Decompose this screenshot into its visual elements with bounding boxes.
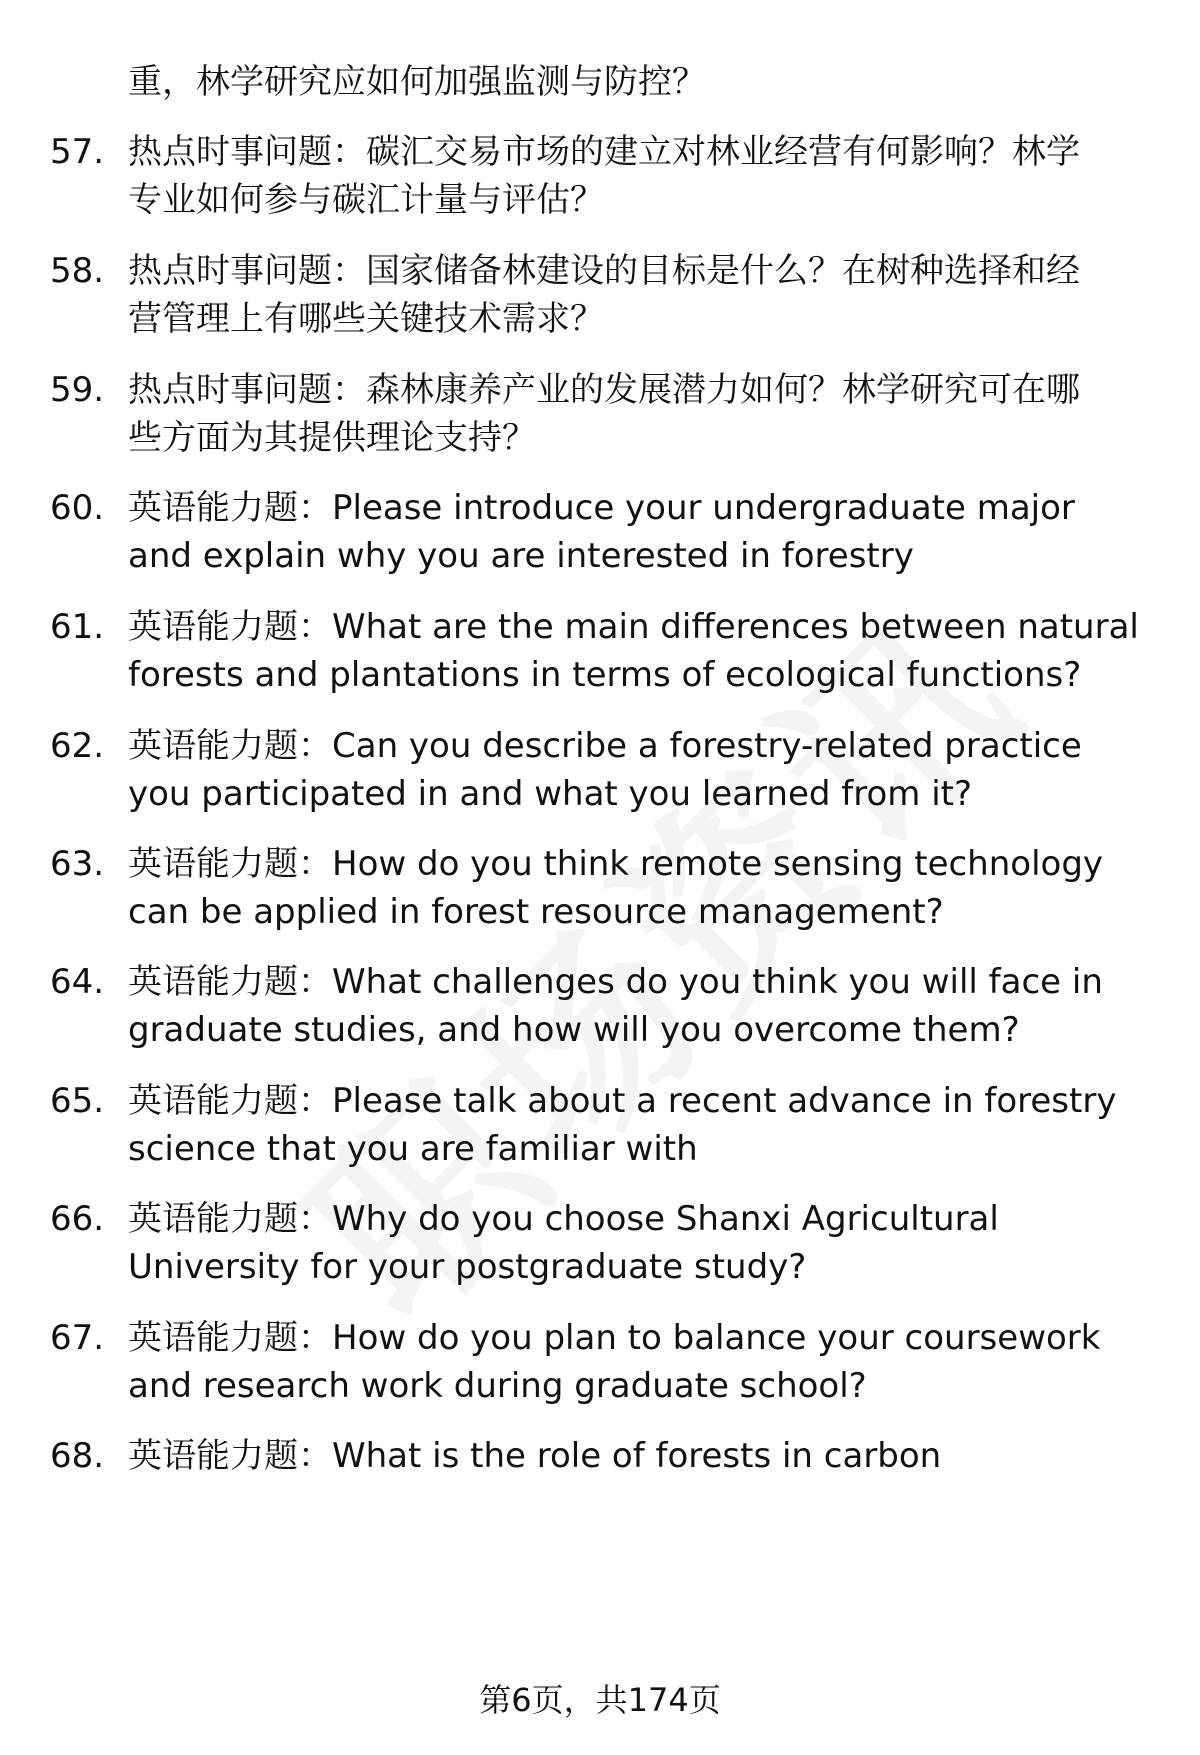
question-number: 61. [50, 607, 105, 647]
question-line: 营管理上有哪些关键技术需求？ [128, 299, 604, 339]
question-line: 英语能力题：How do you plan to balance your coursework [128, 1318, 1101, 1358]
question-number: 60. [50, 488, 105, 528]
question-line: and explain why you are interested in forestry [128, 536, 914, 576]
question-number: 63. [50, 844, 105, 884]
question-number: 58. [50, 251, 105, 291]
question-line: 英语能力题：Please talk about a recent advance in forestry [128, 1081, 1117, 1121]
question-line: 热点时事问题：国家储备林建设的目标是什么？在树种选择和经 [128, 251, 1080, 291]
question-number: 62. [50, 726, 105, 766]
question-line: 英语能力题：Why do you choose Shanxi Agricultural [128, 1199, 999, 1239]
question-line: 热点时事问题：碳汇交易市场的建立对林业经营有何影响？林学 [128, 132, 1080, 172]
question-number: 57. [50, 132, 105, 172]
question-number: 64. [50, 962, 105, 1002]
question-line: 英语能力题：What challenges do you think you will face in [128, 962, 1103, 1002]
question-line: 英语能力题：Please introduce your undergraduate major [128, 488, 1075, 528]
question-line: 热点时事问题：森林康养产业的发展潜力如何？林学研究可在哪 [128, 370, 1080, 410]
page-footer: 第6页，共174页 [479, 1681, 721, 1719]
question-line: 专业如何参与碳汇计量与评估？ [128, 180, 604, 220]
question-number: 65. [50, 1081, 105, 1121]
question-line: science that you are familiar with [128, 1129, 698, 1169]
question-number: 59. [50, 370, 105, 410]
question-line: 英语能力题：How do you think remote sensing technology [128, 844, 1104, 884]
question-line: 些方面为其提供理论支持？ [128, 418, 536, 458]
question-line: you participated in and what you learned from it? [128, 774, 973, 814]
question-line: 英语能力题：What is the role of forests in carbon [128, 1436, 942, 1476]
question-line: can be applied in forest resource management? [128, 892, 944, 932]
question-continuation-text: 重，林学研究应如何加强监测与防控？ [128, 62, 706, 102]
question-line: forests and plantations in terms of ecological functions? [128, 655, 1082, 695]
question-line: and research work during graduate school? [128, 1366, 867, 1406]
question-number: 67. [50, 1318, 105, 1358]
question-line: 英语能力题：What are the main differences between natural [128, 607, 1139, 647]
question-line: University for your postgraduate study? [128, 1247, 807, 1287]
question-line: graduate studies, and how will you overcome them? [128, 1010, 1020, 1050]
question-line: 英语能力题：Can you describe a forestry-related practice [128, 726, 1082, 766]
question-number: 66. [50, 1199, 105, 1239]
question-number: 68. [50, 1436, 105, 1476]
